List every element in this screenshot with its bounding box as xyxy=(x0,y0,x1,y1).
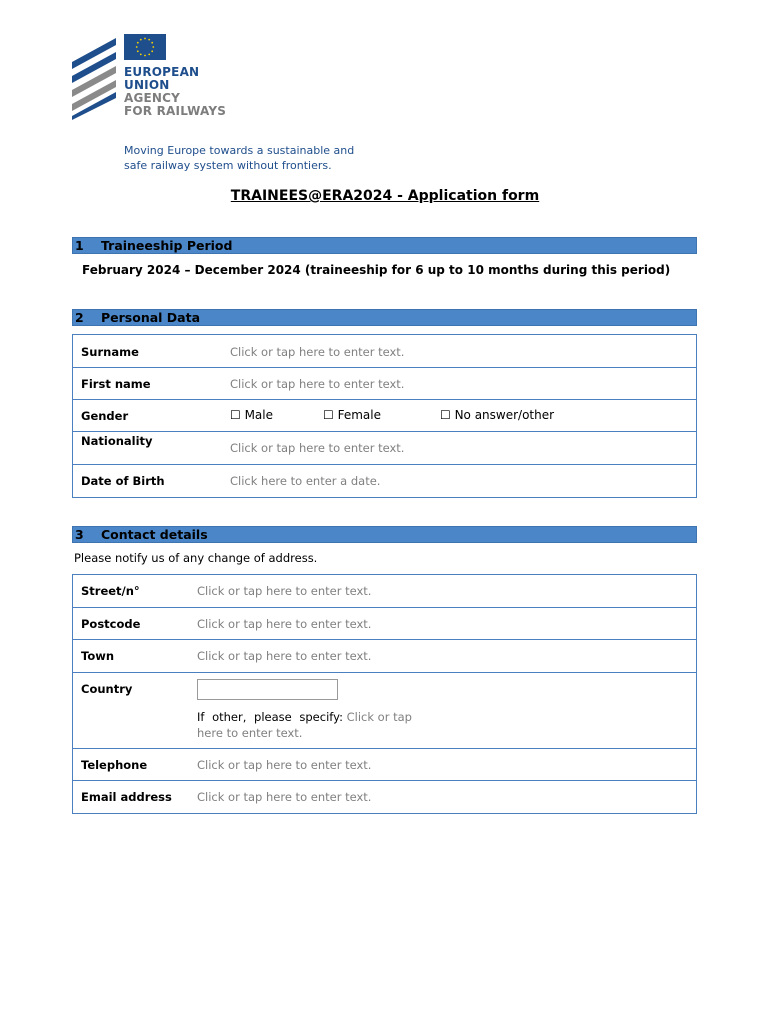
tagline-line-1: Moving Europe towards a sustainable and xyxy=(124,144,355,157)
nationality-field[interactable]: Click or tap here to enter text. xyxy=(230,441,405,455)
agency-name xyxy=(124,66,226,118)
first-name-row xyxy=(73,368,696,400)
eu-flag-icon xyxy=(124,34,166,60)
country-select[interactable] xyxy=(197,679,338,700)
gender-female-checkbox[interactable]: ☐ Female xyxy=(323,408,381,422)
gender-label: Gender xyxy=(81,409,129,423)
country-row xyxy=(73,673,696,749)
section-title: Traineeship Period xyxy=(101,238,233,253)
first-name-field[interactable]: Click or tap here to enter text. xyxy=(230,377,405,391)
section-number: 2 xyxy=(75,310,84,325)
section-title: Personal Data xyxy=(101,310,201,325)
surname-row xyxy=(73,335,696,368)
telephone-row xyxy=(73,749,696,781)
section-title: Contact details xyxy=(101,527,208,542)
country-label: Country xyxy=(81,682,133,696)
agency-line-2: UNION xyxy=(124,78,170,92)
date-of-birth-row xyxy=(73,465,696,497)
gender-no-answer-checkbox[interactable]: ☐ No answer/other xyxy=(440,408,555,422)
gender-row xyxy=(73,400,696,432)
section-header-traineeship-period xyxy=(72,237,697,254)
email-label: Email address xyxy=(81,790,172,804)
date-of-birth-label: Date of Birth xyxy=(81,474,165,488)
traineeship-period-text: February 2024 – December 2024 (traineeship for 6 up to 10 months during this period) xyxy=(82,263,671,277)
postcode-row xyxy=(73,608,696,640)
date-of-birth-field[interactable]: Click here to enter a date. xyxy=(230,474,381,488)
agency-line-1: EUROPEAN xyxy=(124,65,200,79)
surname-field[interactable]: Click or tap here to enter text. xyxy=(230,345,405,359)
era-logo-stripes-icon xyxy=(70,36,120,120)
agency-line-3: AGENCY xyxy=(124,91,181,105)
telephone-label: Telephone xyxy=(81,758,148,772)
postcode-field[interactable]: Click or tap here to enter text. xyxy=(197,617,372,631)
agency-line-4: FOR RAILWAYS xyxy=(124,104,227,118)
telephone-field[interactable]: Click or tap here to enter text. xyxy=(197,758,372,772)
country-other-specify xyxy=(197,709,433,741)
section-header-contact-details xyxy=(72,526,697,543)
address-change-note: Please notify us of any change of address. xyxy=(74,551,318,565)
section-header-personal-data xyxy=(72,309,697,326)
postcode-label: Postcode xyxy=(81,617,141,631)
nationality-label: Nationality xyxy=(81,434,153,448)
personal-data-table xyxy=(72,334,697,498)
email-field[interactable]: Click or tap here to enter text. xyxy=(197,790,372,804)
tagline-line-2: safe railway system without frontiers. xyxy=(124,159,332,172)
nationality-row xyxy=(73,432,696,465)
section-number: 3 xyxy=(75,527,84,542)
form-title: TRAINEES@ERA2024 - Application form xyxy=(230,188,540,204)
street-row xyxy=(73,575,696,608)
agency-tagline xyxy=(124,143,384,173)
town-row xyxy=(73,640,696,673)
town-label: Town xyxy=(81,649,115,663)
country-other-label: If other, please specify: xyxy=(197,710,343,724)
country-other-field[interactable]: Click or tap here to enter text. xyxy=(197,710,412,740)
gender-male-checkbox[interactable]: ☐ Male xyxy=(230,408,273,422)
contact-details-table xyxy=(72,574,697,814)
section-number: 1 xyxy=(75,238,84,253)
street-label: Street/n° xyxy=(81,584,140,598)
first-name-label: First name xyxy=(81,377,151,391)
town-field[interactable]: Click or tap here to enter text. xyxy=(197,649,372,663)
surname-label: Surname xyxy=(81,345,139,359)
street-field[interactable]: Click or tap here to enter text. xyxy=(197,584,372,598)
email-row xyxy=(73,781,696,813)
